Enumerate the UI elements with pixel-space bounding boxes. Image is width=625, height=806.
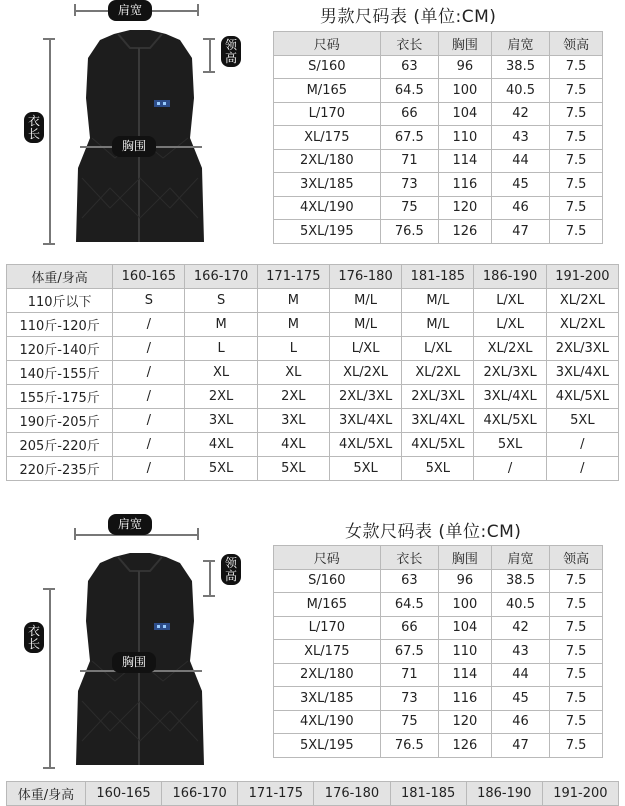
table-row bbox=[274, 687, 603, 711]
table-cell: 43 bbox=[491, 640, 549, 664]
table-row bbox=[7, 289, 619, 313]
table-cell: 116 bbox=[439, 687, 492, 711]
table-row bbox=[274, 149, 603, 173]
table-cell: 43 bbox=[491, 126, 549, 150]
table-cell: 5XL bbox=[402, 457, 474, 481]
recommend-header-176-180: 176-180 bbox=[329, 265, 401, 289]
collar-tick-bottom bbox=[203, 71, 215, 73]
table-cell: 64.5 bbox=[380, 593, 438, 617]
recommend-header-171-175: 171-175 bbox=[257, 265, 329, 289]
recommend-header-191-200: 191-200 bbox=[546, 265, 618, 289]
table-cell: 7.5 bbox=[550, 663, 603, 687]
table-cell: 3XL/185 bbox=[274, 687, 381, 711]
header-collar: 领高 bbox=[550, 546, 603, 570]
shoulder-tick-right bbox=[197, 528, 199, 540]
table-cell: 104 bbox=[439, 102, 492, 126]
table-row bbox=[7, 385, 619, 409]
table-cell: 7.5 bbox=[550, 593, 603, 617]
table-cell: M bbox=[257, 313, 329, 337]
table-cell: 110 bbox=[439, 126, 492, 150]
table-row bbox=[274, 734, 603, 758]
table-cell: 64.5 bbox=[380, 79, 438, 103]
table-cell: 120斤-140斤 bbox=[7, 337, 113, 361]
header-shoulder: 肩宽 bbox=[491, 546, 549, 570]
table-cell: 44 bbox=[491, 663, 549, 687]
table-cell: 2XL/3XL bbox=[546, 337, 618, 361]
women-diagram bbox=[0, 510, 260, 770]
table-cell: 114 bbox=[439, 663, 492, 687]
table-cell: 38.5 bbox=[491, 55, 549, 79]
table-cell: 46 bbox=[491, 710, 549, 734]
table-cell: 7.5 bbox=[550, 149, 603, 173]
table-cell: 120 bbox=[439, 196, 492, 220]
length-line bbox=[49, 38, 51, 244]
table-cell: / bbox=[113, 409, 185, 433]
table-cell: 116 bbox=[439, 173, 492, 197]
men-recommend-table bbox=[6, 264, 619, 481]
table-cell: XL/2XL bbox=[546, 313, 618, 337]
table-cell: 7.5 bbox=[550, 220, 603, 244]
table-cell: M/L bbox=[329, 313, 401, 337]
table-cell: M/165 bbox=[274, 79, 381, 103]
collar-label: 领 高 bbox=[221, 36, 241, 67]
table-cell: 75 bbox=[380, 710, 438, 734]
table-cell: / bbox=[113, 385, 185, 409]
table-cell: 66 bbox=[380, 616, 438, 640]
table-cell: S bbox=[113, 289, 185, 313]
table-cell: 73 bbox=[380, 687, 438, 711]
header-collar: 领高 bbox=[550, 32, 603, 56]
table-cell: 96 bbox=[439, 55, 492, 79]
table-cell: 126 bbox=[439, 734, 492, 758]
table-cell: 3XL bbox=[185, 409, 257, 433]
collar-label: 领 高 bbox=[221, 554, 241, 585]
men-table-title: 男款尺码表 (单位:CM) bbox=[320, 7, 497, 27]
table-cell: M/L bbox=[329, 289, 401, 313]
table-cell: L/170 bbox=[274, 616, 381, 640]
women-recommend-table bbox=[6, 781, 619, 806]
table-cell: 96 bbox=[439, 569, 492, 593]
header-shoulder: 肩宽 bbox=[491, 32, 549, 56]
table-cell: 7.5 bbox=[550, 616, 603, 640]
women-size-table bbox=[273, 545, 603, 758]
recommend-header-181-185: 181-185 bbox=[390, 782, 466, 806]
collar-tick-bottom bbox=[203, 595, 215, 597]
table-cell: 76.5 bbox=[380, 220, 438, 244]
table-cell: 7.5 bbox=[550, 79, 603, 103]
table-cell: 4XL bbox=[257, 433, 329, 457]
table-cell: L/XL bbox=[474, 313, 546, 337]
table-cell: 63 bbox=[380, 55, 438, 79]
table-cell: 3XL/4XL bbox=[546, 361, 618, 385]
table-cell: 42 bbox=[491, 616, 549, 640]
table-cell: / bbox=[113, 457, 185, 481]
recommend-header-160-165: 160-165 bbox=[85, 782, 161, 806]
table-cell: / bbox=[113, 433, 185, 457]
women-size-rows bbox=[274, 569, 603, 757]
table-cell: 7.5 bbox=[550, 126, 603, 150]
table-row bbox=[7, 337, 619, 361]
table-cell: 3XL/4XL bbox=[402, 409, 474, 433]
shoulder-tick-left bbox=[74, 4, 76, 16]
table-cell: / bbox=[113, 313, 185, 337]
header-size: 尺码 bbox=[274, 32, 381, 56]
recommend-rows bbox=[7, 289, 619, 481]
table-cell: 2XL/180 bbox=[274, 663, 381, 687]
table-cell: L bbox=[185, 337, 257, 361]
recommend-header-166-170: 166-170 bbox=[185, 265, 257, 289]
recommend-header-186-190: 186-190 bbox=[466, 782, 542, 806]
table-cell: XL/2XL bbox=[329, 361, 401, 385]
table-cell: 3XL/185 bbox=[274, 173, 381, 197]
table-cell: XL/175 bbox=[274, 126, 381, 150]
length-label: 衣 长 bbox=[24, 622, 44, 653]
recommend-header-171-175: 171-175 bbox=[238, 782, 314, 806]
table-cell: 5XL bbox=[329, 457, 401, 481]
table-cell: 7.5 bbox=[550, 569, 603, 593]
chest-label: 胸围 bbox=[112, 652, 156, 673]
table-row bbox=[274, 79, 603, 103]
table-cell: 5XL/195 bbox=[274, 734, 381, 758]
collar-line bbox=[209, 38, 211, 72]
length-line bbox=[49, 588, 51, 768]
table-cell: 7.5 bbox=[550, 102, 603, 126]
length-tick-bottom bbox=[43, 243, 55, 245]
table-row bbox=[274, 616, 603, 640]
recommend-header-186-190: 186-190 bbox=[474, 265, 546, 289]
table-row bbox=[274, 663, 603, 687]
table-cell: S bbox=[185, 289, 257, 313]
table-cell: 110 bbox=[439, 640, 492, 664]
recommend-header-181-185: 181-185 bbox=[402, 265, 474, 289]
table-cell: 44 bbox=[491, 149, 549, 173]
chest-label: 胸围 bbox=[112, 136, 156, 157]
table-cell: S/160 bbox=[274, 569, 381, 593]
table-cell: 67.5 bbox=[380, 640, 438, 664]
table-cell: 5XL/195 bbox=[274, 220, 381, 244]
table-cell: 3XL bbox=[257, 409, 329, 433]
men-size-rows bbox=[274, 55, 603, 243]
table-cell: 71 bbox=[380, 663, 438, 687]
table-cell: 2XL/3XL bbox=[329, 385, 401, 409]
table-cell: 40.5 bbox=[491, 593, 549, 617]
table-cell: 46 bbox=[491, 196, 549, 220]
men-size-table bbox=[273, 31, 603, 244]
length-label: 衣 长 bbox=[24, 112, 44, 143]
table-row bbox=[7, 457, 619, 481]
table-row bbox=[274, 196, 603, 220]
table-cell: M/165 bbox=[274, 593, 381, 617]
table-cell: 104 bbox=[439, 616, 492, 640]
table-row bbox=[274, 102, 603, 126]
table-cell: / bbox=[113, 361, 185, 385]
recommend-header-row bbox=[7, 782, 619, 806]
table-cell: XL/175 bbox=[274, 640, 381, 664]
table-cell: XL/2XL bbox=[474, 337, 546, 361]
table-cell: S/160 bbox=[274, 55, 381, 79]
table-cell: 47 bbox=[491, 220, 549, 244]
table-cell: 4XL/5XL bbox=[474, 409, 546, 433]
table-cell: 4XL/5XL bbox=[329, 433, 401, 457]
table-cell: 140斤-155斤 bbox=[7, 361, 113, 385]
length-tick-bottom bbox=[43, 767, 55, 769]
table-cell: 155斤-175斤 bbox=[7, 385, 113, 409]
table-cell: 4XL/190 bbox=[274, 196, 381, 220]
shoulder-tick-right bbox=[197, 4, 199, 16]
shoulder-label: 肩宽 bbox=[108, 0, 152, 21]
table-cell: 220斤-235斤 bbox=[7, 457, 113, 481]
recommend-header-row bbox=[7, 265, 619, 289]
table-cell: 40.5 bbox=[491, 79, 549, 103]
table-row bbox=[274, 173, 603, 197]
header-length: 衣长 bbox=[380, 32, 438, 56]
table-row bbox=[274, 640, 603, 664]
table-cell: 4XL/5XL bbox=[546, 385, 618, 409]
table-cell: 4XL/5XL bbox=[402, 433, 474, 457]
table-cell: / bbox=[474, 457, 546, 481]
table-row bbox=[274, 593, 603, 617]
table-cell: L/XL bbox=[474, 289, 546, 313]
table-row bbox=[7, 313, 619, 337]
table-cell: 63 bbox=[380, 569, 438, 593]
header-length: 衣长 bbox=[380, 546, 438, 570]
table-cell: 205斤-220斤 bbox=[7, 433, 113, 457]
table-cell: XL bbox=[257, 361, 329, 385]
table-cell: XL/2XL bbox=[546, 289, 618, 313]
table-cell: 3XL/4XL bbox=[329, 409, 401, 433]
recommend-header-166-170: 166-170 bbox=[162, 782, 238, 806]
table-cell: 2XL bbox=[185, 385, 257, 409]
table-row bbox=[274, 55, 603, 79]
table-cell: 75 bbox=[380, 196, 438, 220]
table-cell: 42 bbox=[491, 102, 549, 126]
table-cell: 73 bbox=[380, 173, 438, 197]
table-row bbox=[274, 220, 603, 244]
table-cell: 120 bbox=[439, 710, 492, 734]
table-cell: / bbox=[546, 457, 618, 481]
table-cell: M bbox=[185, 313, 257, 337]
table-cell: / bbox=[546, 433, 618, 457]
men-diagram bbox=[0, 0, 260, 250]
table-cell: L/XL bbox=[329, 337, 401, 361]
recommend-header-191-200: 191-200 bbox=[542, 782, 618, 806]
table-cell: 5XL bbox=[257, 457, 329, 481]
table-cell: 100 bbox=[439, 593, 492, 617]
table-cell: 67.5 bbox=[380, 126, 438, 150]
table-cell: 126 bbox=[439, 220, 492, 244]
collar-tick-top bbox=[203, 560, 215, 562]
table-row bbox=[274, 569, 603, 593]
table-cell: 7.5 bbox=[550, 734, 603, 758]
table-cell: 190斤-205斤 bbox=[7, 409, 113, 433]
header-size: 尺码 bbox=[274, 546, 381, 570]
table-cell: 2XL/3XL bbox=[402, 385, 474, 409]
table-cell: 7.5 bbox=[550, 640, 603, 664]
table-cell: 7.5 bbox=[550, 55, 603, 79]
table-row bbox=[7, 409, 619, 433]
table-cell: L/170 bbox=[274, 102, 381, 126]
women-table-title: 女款尺码表 (单位:CM) bbox=[345, 522, 522, 542]
table-cell: 47 bbox=[491, 734, 549, 758]
table-cell: 66 bbox=[380, 102, 438, 126]
table-cell: 110斤以下 bbox=[7, 289, 113, 313]
collar-line bbox=[209, 560, 211, 596]
table-cell: XL/2XL bbox=[402, 361, 474, 385]
recommend-header-weight-height: 体重/身高 bbox=[7, 782, 86, 806]
table-row bbox=[274, 710, 603, 734]
shoulder-label: 肩宽 bbox=[108, 514, 152, 535]
table-cell: 100 bbox=[439, 79, 492, 103]
table-row bbox=[274, 126, 603, 150]
table-cell: 7.5 bbox=[550, 687, 603, 711]
table-cell: 7.5 bbox=[550, 710, 603, 734]
table-cell: 4XL bbox=[185, 433, 257, 457]
recommend-header-weight-height: 体重/身高 bbox=[7, 265, 113, 289]
table-cell: M bbox=[257, 289, 329, 313]
length-tick-top bbox=[43, 588, 55, 590]
table-row bbox=[7, 361, 619, 385]
shoulder-tick-left bbox=[74, 528, 76, 540]
table-row bbox=[7, 433, 619, 457]
table-cell: 45 bbox=[491, 687, 549, 711]
collar-tick-top bbox=[203, 38, 215, 40]
table-cell: M/L bbox=[402, 289, 474, 313]
table-cell: 5XL bbox=[474, 433, 546, 457]
table-cell: 5XL bbox=[546, 409, 618, 433]
table-cell: 5XL bbox=[185, 457, 257, 481]
table-cell: 76.5 bbox=[380, 734, 438, 758]
table-cell: 45 bbox=[491, 173, 549, 197]
header-chest: 胸围 bbox=[439, 32, 492, 56]
length-tick-top bbox=[43, 38, 55, 40]
table-cell: 2XL bbox=[257, 385, 329, 409]
table-cell: XL bbox=[185, 361, 257, 385]
table-cell: M/L bbox=[402, 313, 474, 337]
table-cell: L/XL bbox=[402, 337, 474, 361]
table-cell: 4XL/190 bbox=[274, 710, 381, 734]
table-cell: 3XL/4XL bbox=[474, 385, 546, 409]
table-cell: / bbox=[113, 337, 185, 361]
table-cell: 7.5 bbox=[550, 173, 603, 197]
recommend-header-176-180: 176-180 bbox=[314, 782, 390, 806]
table-cell: 110斤-120斤 bbox=[7, 313, 113, 337]
recommend-header-160-165: 160-165 bbox=[113, 265, 185, 289]
table-cell: 114 bbox=[439, 149, 492, 173]
table-cell: 38.5 bbox=[491, 569, 549, 593]
header-chest: 胸围 bbox=[439, 546, 492, 570]
table-cell: L bbox=[257, 337, 329, 361]
table-cell: 7.5 bbox=[550, 196, 603, 220]
table-cell: 2XL/180 bbox=[274, 149, 381, 173]
table-cell: 71 bbox=[380, 149, 438, 173]
table-cell: 2XL/3XL bbox=[474, 361, 546, 385]
